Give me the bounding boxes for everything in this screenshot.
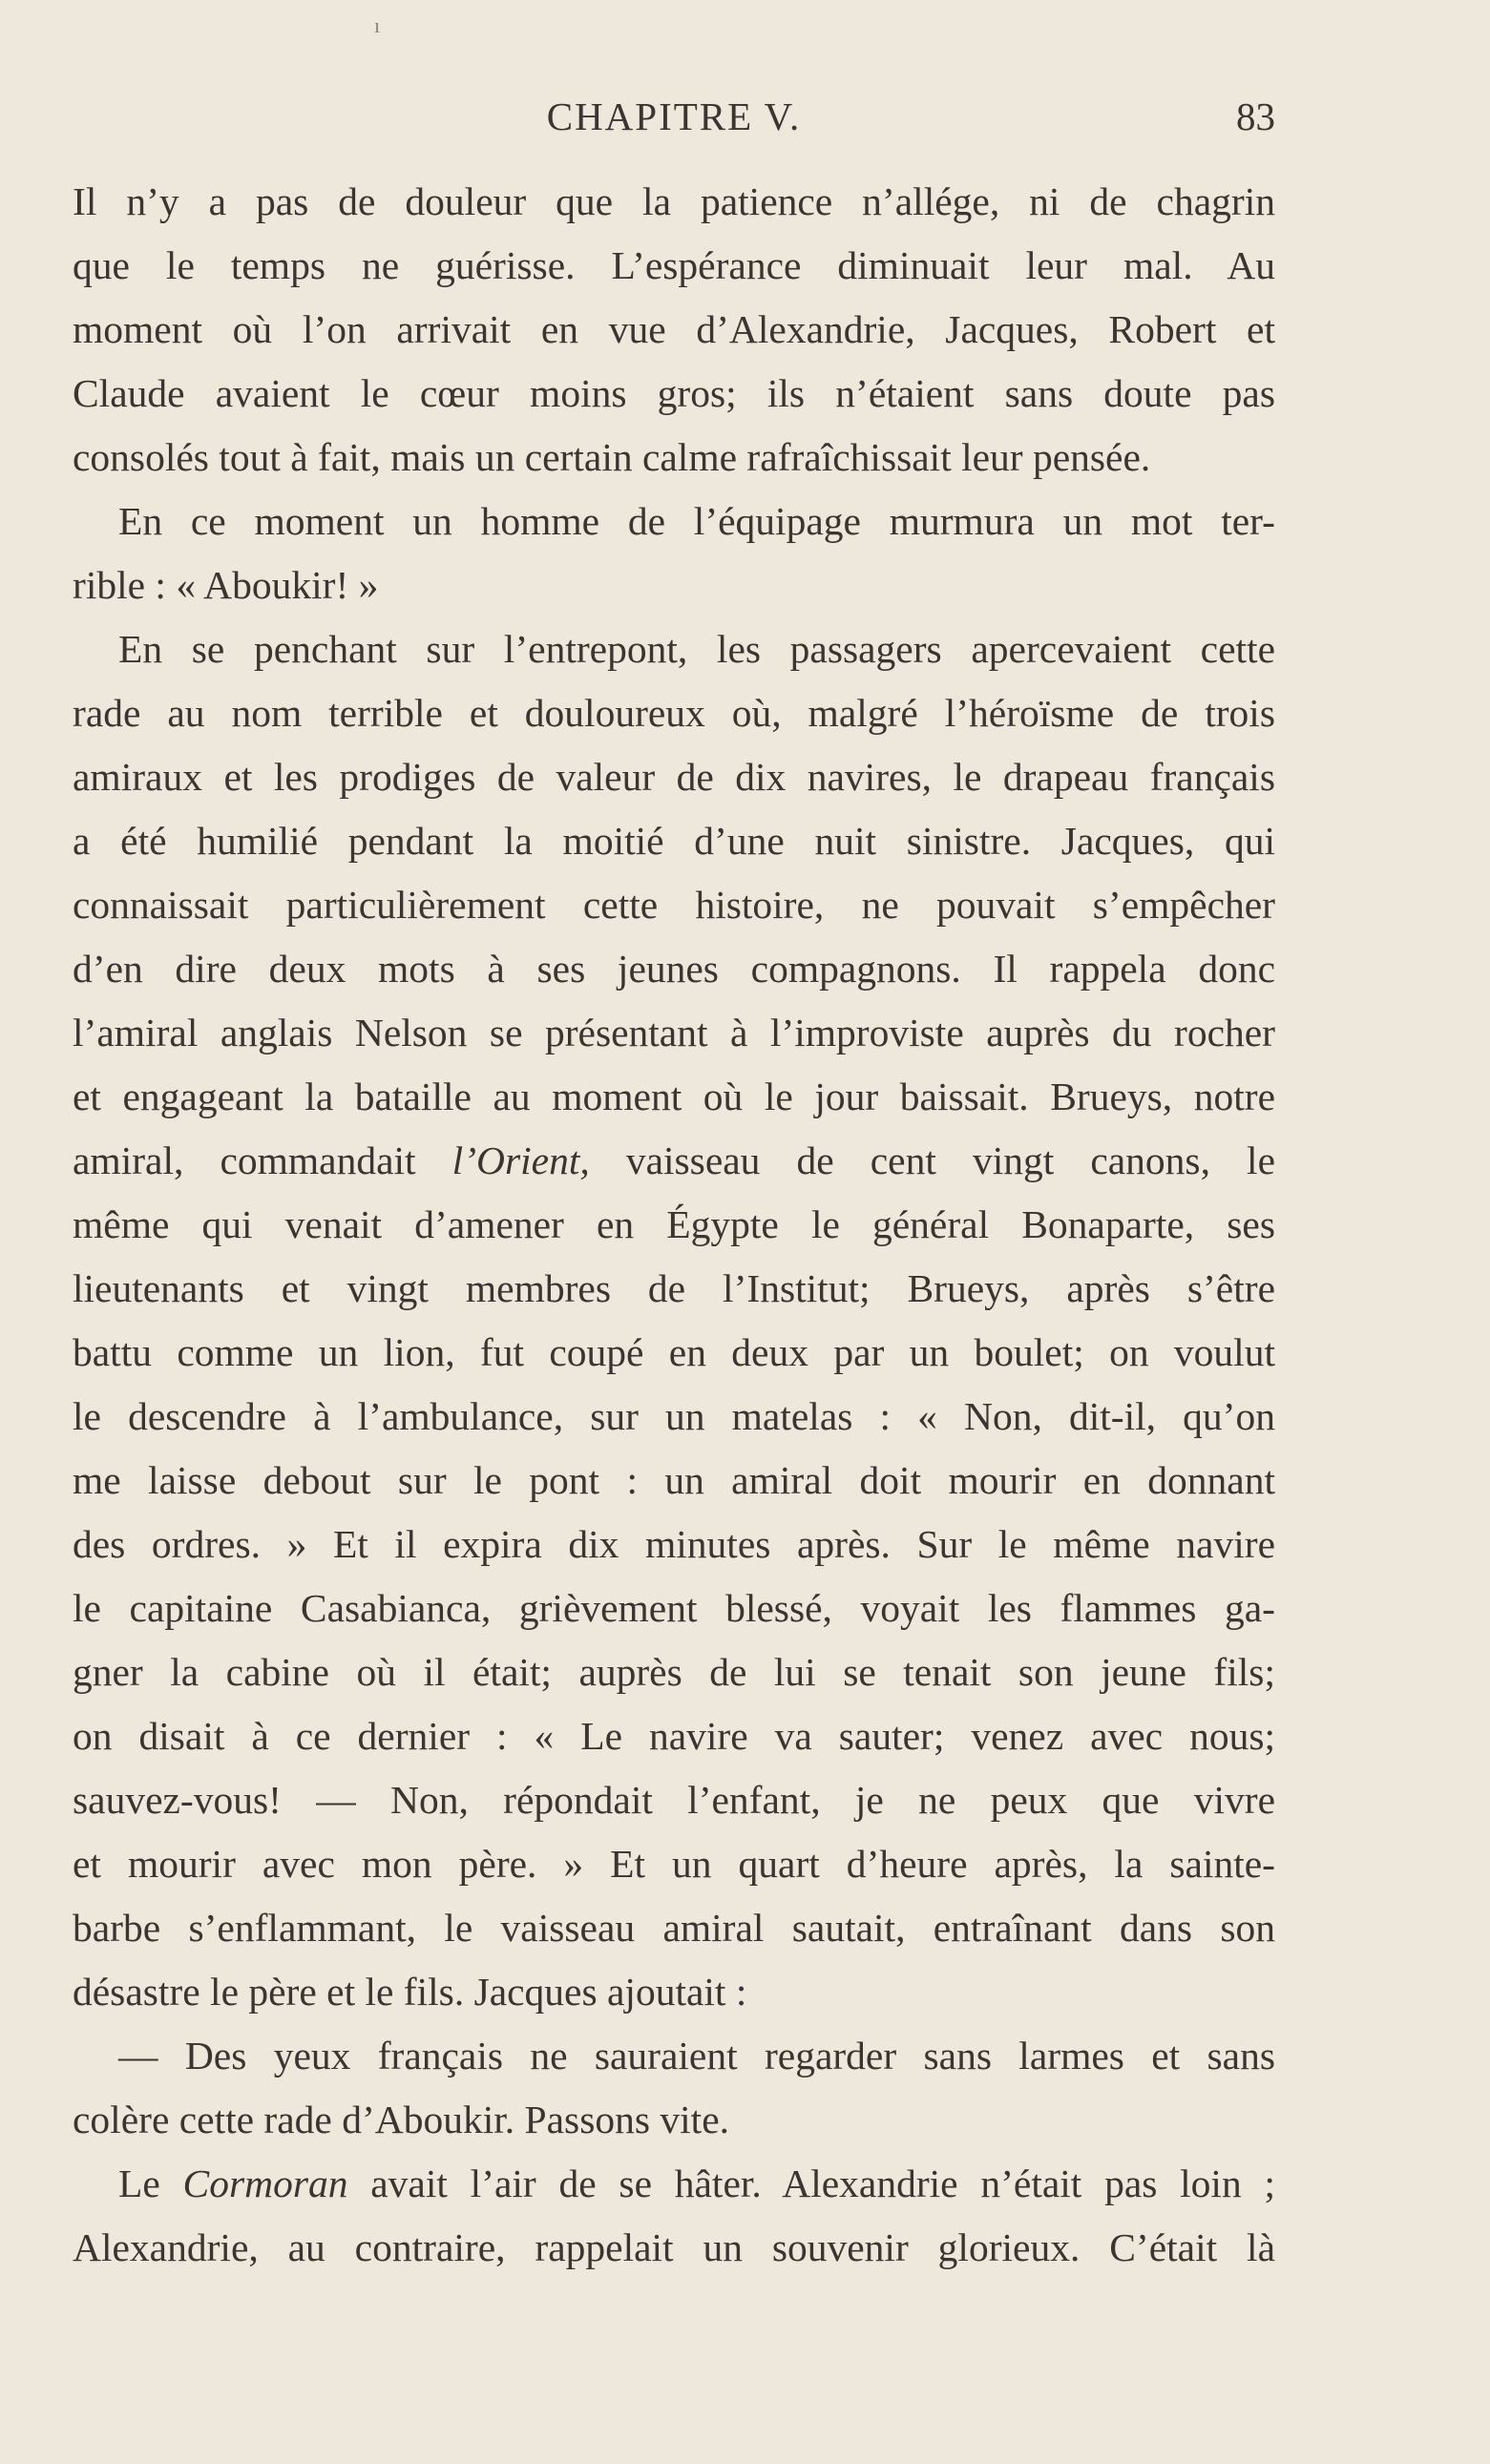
text-line: connaissait particulièrement cette histoire, ne pouvait s’empêcher [73, 883, 1275, 927]
text-line: rible : « Aboukir! » [73, 563, 379, 607]
text-line: Alexandrie, au contraire, rappelait un souvenir glorieux. C’était là [73, 2225, 1275, 2269]
paragraph [73, 617, 1275, 2024]
text-line: désastre le père et le fils. Jacques ajoutait : [73, 1970, 747, 2014]
text-line: battu comme un lion, fut coupé en deux par un boulet; on voulut [73, 1330, 1275, 1374]
text-line: En se penchant sur l’entrepont, les passagers apercevaient cette [118, 627, 1275, 671]
paragraph [73, 490, 1275, 617]
text-line: — Des yeux français ne sauraient regarder sans larmes et sans [118, 2034, 1275, 2078]
text-line: sauvez-vous! — Non, répondait l’enfant, je ne peux que vivre [73, 1778, 1275, 1822]
text-line: on disait à ce dernier : « Le navire va sauter; venez avec nous; [73, 1714, 1275, 1758]
page-number: 83 [1236, 94, 1275, 138]
stray-mark: ı [374, 13, 381, 37]
text-line: Claude avaient le cœur moins gros; ils n’étaient sans doute pas [73, 371, 1275, 415]
text-line: Il n’y a pas de douleur que la patience n’allége, ni de chagrin [73, 179, 1275, 223]
text-line: a été humilié pendant la moitié d’une nuit sinistre. Jacques, qui [73, 819, 1275, 863]
paragraph [73, 170, 1275, 490]
body-text [73, 170, 1275, 2280]
paragraph [73, 2024, 1275, 2152]
text-segment: Le [118, 2161, 183, 2205]
text-line: barbe s’enflammant, le vaisseau amiral sautait, entraînant dans son [73, 1906, 1275, 1950]
text-line: lieutenants et vingt membres de l’Institut; Brueys, après s’être [73, 1266, 1275, 1310]
text-line: que le temps ne guérisse. L’espérance diminuait leur mal. Au [73, 243, 1275, 287]
text-line: des ordres. » Et il expira dix minutes après. Sur le même navire [73, 1522, 1275, 1566]
text-line: gner la cabine où il était; auprès de lui se tenait son jeune fils; [73, 1650, 1275, 1694]
text-line: consolés tout à fait, mais un certain calme rafraîchissait leur pensée. [73, 435, 1151, 479]
text-line: En ce moment un homme de l’équipage murmura un mot ter- [118, 499, 1275, 543]
text-line: colère cette rade d’Aboukir. Passons vite. [73, 2098, 729, 2141]
text-segment: avait l’air de se hâter. Alexandrie n’était pas loin ; [347, 2161, 1275, 2205]
text-line [73, 2152, 1275, 2216]
text-line: le capitaine Casabianca, grièvement blessé, voyait les flammes ga- [73, 1586, 1275, 1630]
paragraph [73, 2152, 1275, 2280]
text-line: le descendre à l’ambulance, sur un matelas : « Non, dit-il, qu’on [73, 1394, 1275, 1438]
text-line: me laisse debout sur le pont : un amiral doit mourir en donnant [73, 1458, 1275, 1502]
text-line: l’amiral anglais Nelson se présentant à l’improviste auprès du rocher [73, 1011, 1275, 1055]
running-head: CHAPITRE V. [546, 94, 802, 138]
ship-name-cormoran: Cormoran [182, 2161, 348, 2205]
text-segment: vaisseau de cent vingt canons, le [589, 1138, 1275, 1182]
text-line: amiraux et les prodiges de valeur de dix navires, le drapeau français [73, 755, 1275, 799]
text-line: et mourir avec mon père. » Et un quart d’heure après, la sainte- [73, 1842, 1275, 1886]
text-line [73, 1129, 1275, 1193]
ship-name-orient: l’Orient, [451, 1138, 590, 1182]
text-line: même qui venait d’amener en Égypte le général Bonaparte, ses [73, 1202, 1275, 1246]
text-line: d’en dire deux mots à ses jeunes compagnons. Il rappela donc [73, 947, 1275, 991]
text-line: moment où l’on arrivait en vue d’Alexandrie, Jacques, Robert et [73, 307, 1275, 351]
text-segment: amiral, commandait [73, 1138, 452, 1182]
page-header [73, 94, 1275, 151]
text-line: rade au nom terrible et douloureux où, malgré l’héroïsme de trois [73, 691, 1275, 735]
text-line: et engageant la bataille au moment où le jour baissait. Brueys, notre [73, 1075, 1275, 1118]
